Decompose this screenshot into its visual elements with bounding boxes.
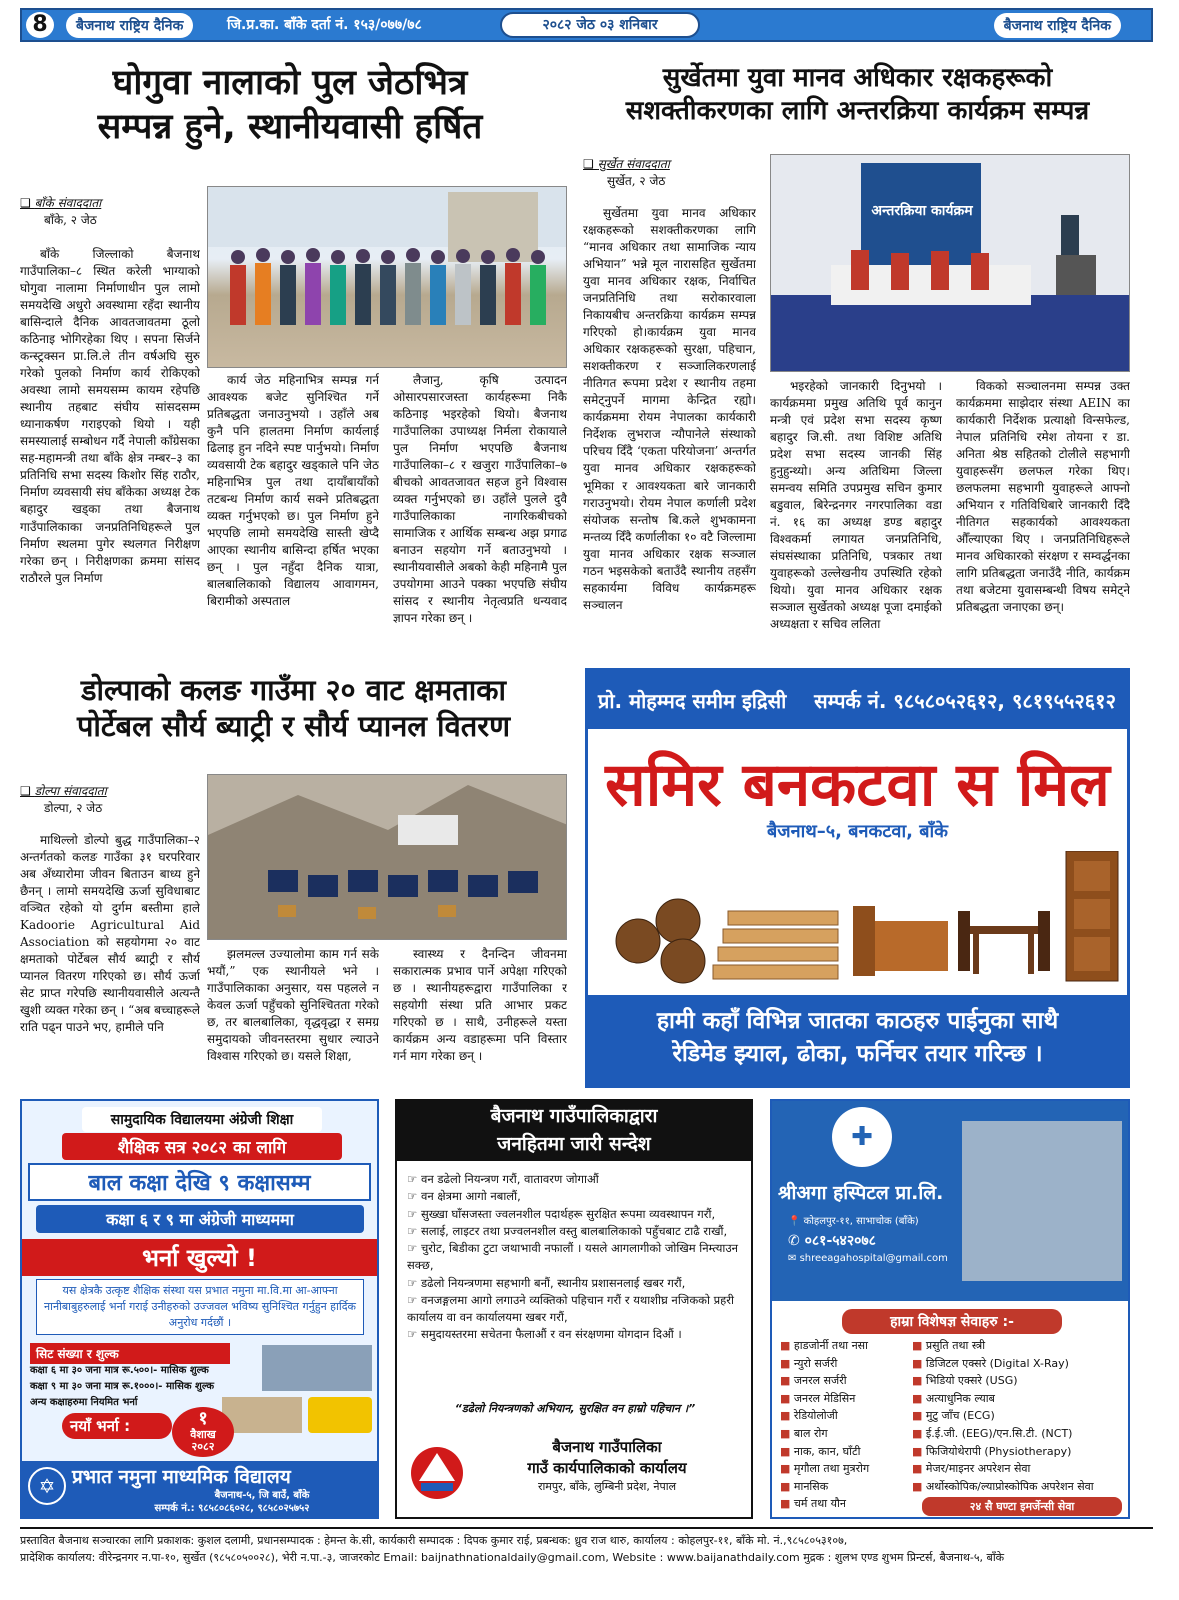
location-icon: 📍	[788, 1216, 804, 1227]
admission-year: २०८२	[191, 1439, 215, 1453]
seat-item: कक्षा ९ मा ३० जना मात्र रू.१०००।- मासिक शुल्क	[30, 1381, 215, 1392]
school-emblem-icon: ✡	[28, 1467, 66, 1505]
byline: ❑ डोल्पा संवाददाता	[20, 782, 200, 799]
notice-item: ☞ वनजङ्गलमा आगो लगाउने व्यक्तिको पहिचान गरौं र यथाशीघ्र नजिकको प्रहरी कार्यालय वा वन कार्यालयमा खबर गरौं,	[407, 1292, 743, 1327]
byline: ❑ सुर्खेत संवाददाता	[583, 155, 763, 172]
page-number: 8	[26, 12, 54, 38]
service-item: ■ बाल रोग	[780, 1425, 910, 1443]
article3-col2	[207, 946, 379, 1088]
service-item: ■ अत्याधुनिक ल्याब	[912, 1390, 1126, 1408]
notice-list	[407, 1171, 743, 1344]
mill-name: समिर बनकटवा स मिल	[605, 750, 1110, 820]
mill-tagline	[588, 995, 1127, 1088]
article2-col1	[583, 205, 756, 657]
school-name: प्रभात नमुना माध्यमिक विद्यालय	[72, 1466, 291, 1488]
admission-date-badge	[172, 1407, 234, 1457]
service-item: ■ जनरल सर्जरी	[780, 1372, 910, 1390]
nepal-emblem-icon	[405, 1443, 469, 1503]
headline-line: डोल्पाको कलङ गाउँमा २० वाट क्षमताका	[80, 673, 507, 707]
school-contact: सम्पर्क नं.: ९८५८०८६०२८, ९८५८०२५७५२	[154, 1503, 310, 1514]
school-footer-bar	[22, 1461, 377, 1517]
paragraph: कार्य जेठ महिनाभित्र सम्पन्न गर्न आवश्यक बजेट सुनिश्चित गर्ने प्रतिबद्धता जनाउनुभयो । उहाँले अब कुनै पनि हालतमा निर्माण कार्यलाई ढिलाइ हुन नदिने स्पष्ट पार्नुभयो। निर्माण व्यवसायी टेक बहादुर खड्काले पनि जेठ महिनाभित्र पुल तथा दायाँबायाँको तटबन्ध निर्माण कार्य सक्ने प्रतिबद्धता व्यक्त गर्नुभएको छ। पुल निर्माण हुने भएपछि लामो समयदेखि सास्ती खेप्दै आएका स्थानीय बासिन्दा हर्षित भएका छन् । पुल नहुँदा दैनिक यात्रा, बालबालिकाको विद्यालय आवागमन, बिरामीको अस्पताल	[207, 373, 379, 609]
dateline: सुर्खेत, २ जेठ	[607, 174, 666, 188]
article3-photo	[207, 774, 567, 940]
service-item: ■ भिडियो एक्सरे (USG)	[912, 1372, 1126, 1390]
service-item: ■ चर्म तथा यौन	[780, 1495, 910, 1513]
school-building-photo	[222, 1397, 302, 1433]
service-item: ■ प्रसुति तथा स्त्री	[912, 1337, 1126, 1355]
school-admission-open: भर्ना खुल्यो !	[22, 1239, 377, 1276]
paragraph: विकको सञ्चालनमा सम्पन्न उक्त कार्यक्रममा साझेदार संस्था AEIN का कार्यकारी निर्देशक प्रत्याक्षो विन्सफेल्ड, नेपाल प्रतिनिधि रमेश तोयना र डा. अनिता श्रेष्ठ सहितको टोलीले सहभागी युवाहरूसँग छलफल गरेका थिए। छलफलमा सहभागी युवाहरूले आफ्नो अभियान र गतिविधिबारे जानकारी दिँदै नीतिगत सहकार्यको आवश्यकता औँल्याएका थिए । जनप्रतिनिधिहरूले मानव अधिकारको संरक्षण र सम्वर्द्धनका लागि प्रतिबद्धता जनाउँदै नीति, कार्यक्रम तथा बजेटमा युवासम्बन्धी विषय समेट्ने प्रतिबद्धता जनाएका छन्।	[956, 379, 1130, 615]
paragraph: सुर्खेतमा युवा मानव अधिकार रक्षकहरूको सशक्तीकरणका लागि “मानव अधिकार तथा सामाजिक न्याय अभियान” भन्ने मूल नारासहित सुर्खेतमा युवा मानव अधिकार रक्षक, निर्वाचित जनप्रतिनिधि तथा सरोकारवाला निकायबीच अन्तरक्रिया कार्यक्रम सम्पन्न गरिएको हो।कार्यक्रम युवा मानव अधिकार रक्षकहरूको सुरक्षा, पहिचान, सशक्तीकरण र सञ्जालिकरणलाई नीतिगत रूपमा प्रदेश र स्थानीय तहमा समेट्नुपर्ने मागमा केन्द्रित रह्यो। कार्यक्रममा रोयम नेपालका कार्यकारी निर्देशक लुभराज न्यौपानेले संस्थाको परिचय दिँदै ‘एकता परियोजना’ अन्तर्गत युवा मानव अधिकार रक्षकहरूको भूमिका र आवश्यकता बारे जानकारी गराउनुभयो। रोयम नेपाल कर्णाली प्रदेश संयोजक सन्तोष बि.कले शुभकामना मन्तव्य दिँदै कर्णालीका १० वटै जिल्लामा युवा मानव अधिकार रक्षक सञ्जाल गठन भइसकेको बताउँदै स्थानीय तहसँग सहकार्यमा विविध कार्यक्रमहरू सञ्चालन	[583, 206, 756, 612]
paper-name: बैजनाथ राष्ट्रिय दैनिक	[66, 13, 193, 38]
article2-photo	[770, 154, 1130, 372]
hospital-banner	[772, 1101, 1128, 1301]
notice-item: ☞ वन डढेलो नियन्त्रण गरौं, वातावरण जोगाऔं	[407, 1171, 743, 1188]
article1-col3	[393, 372, 567, 656]
headline-line: पोर्टेबल सौर्य ब्याट्री र सौर्य प्यानल वितरण	[76, 709, 511, 744]
ad-saw-mill[interactable]	[585, 668, 1130, 1088]
notice-office	[477, 1437, 737, 1494]
mill-tagline-line: रेडिमेड झ्याल, ढोका, फर्निचर तयार गरिन्छ ।	[672, 1041, 1043, 1068]
service-item: ■ ई.ई.जी. (EEG)/एन.सि.टी. (NCT)	[912, 1425, 1126, 1443]
imprint-line: प्रस्तावित बैजनाथ सञ्चारका लागि प्रकाशक: कुशल दलामी, प्रधानसम्पादक : हेमन्त के.सी, कार्यकारी सम्पादक : दिपक कुमार राई, प्रबन्धक: ध्रुव राज थारु, कार्यालय : कोहलपुर-११, बाँके मो. नं.,९८५८०५३१०७,	[20, 1534, 848, 1547]
ad-school[interactable]	[20, 1099, 379, 1519]
school-top-line: सामुदायिक विद्यालयमा अंग्रेजी शिक्षा	[82, 1107, 322, 1132]
dateline: डोल्पा, २ जेठ	[44, 801, 103, 815]
headline-line: सम्पन्न हुने, स्थानीयवासी हर्षित	[97, 106, 483, 147]
article2-byline-block	[583, 155, 763, 195]
new-admission-label: नयाँ भर्ना :	[62, 1413, 172, 1439]
paper-name-right: बैजनाथ राष्ट्रिय दैनिक	[994, 13, 1121, 38]
office-line: गाउँ कार्यपालिकाको कार्यालय	[527, 1459, 687, 1477]
issue-date: २०८२ जेठ ०३ शनिबार	[500, 12, 700, 38]
service-item: ■ अर्थोस्कोपिक/ल्याप्रोस्कोपिक अपरेशन सेवा	[912, 1478, 1126, 1496]
seminar-photo-image	[771, 155, 1130, 372]
headline-line: सशक्तीकरणका लागि अन्तरक्रिया कार्यक्रम सम्पन्न	[625, 95, 1090, 126]
service-item: ■ मुटु जाँच (ECG)	[912, 1407, 1126, 1425]
admission-day: १	[198, 1408, 208, 1429]
notice-item: ☞ समुदायस्तरमा सचेतना फैलाऔं र वन संरक्षणमा योगदान दिऔं ।	[407, 1326, 743, 1343]
services-left	[780, 1337, 910, 1513]
article2-headline[interactable]	[585, 62, 1130, 127]
article3-col3	[393, 946, 567, 1088]
service-item: ■ मेजर/माइनर अपरेशन सेवा	[912, 1460, 1126, 1478]
school-classes: बाल कक्षा देखि ९ कक्षासम्म	[28, 1163, 371, 1201]
notice-item: ☞ सलाई, लाइटर तथा प्रज्वलनशील वस्तु बालबालिकाको पहुँचबाट टाढै राखौं,	[407, 1223, 743, 1240]
notice-title	[397, 1101, 751, 1161]
service-item: ■ फिजियोथेरापी (Physiotherapy)	[912, 1443, 1126, 1461]
timber-furniture-icon	[598, 851, 1123, 991]
notice-slogan: “डढेलो नियन्त्रणको अभियान, सुरक्षित वन हाम्रो पहिचान ।”	[454, 1402, 696, 1415]
school-description: यस क्षेत्रकै उत्कृष्ट शैक्षिक संस्था यस प्रभात नमुना मा.वि.मा आ-आफ्ना नानीबाबुहरुलाई भर्ना गराई उनीहरुको उज्जवल भविष्य सुनिश्चित गर्नुहुन हार्दिक अनुरोध गर्दछौं ।	[36, 1279, 364, 1335]
mill-proprietor: प्रो. मोहम्मद समीम इद्रिसी	[598, 689, 787, 713]
school-bus-icon	[308, 1397, 372, 1433]
office-address: रामपुर, बाँके, लुम्बिनी प्रदेश, नेपाल	[537, 1480, 677, 1493]
admission-month: वैशाख	[190, 1427, 216, 1441]
school-session: शैक्षिक सत्र २०८२ का लागि	[62, 1133, 342, 1160]
notice-item: ☞ डढेलो नियन्त्रणमा सहभागी बनौं, स्थानीय प्रशासनलाई खबर गरौं,	[407, 1275, 743, 1292]
seat-item: कक्षा ६ मा ३० जना मात्र रू.५००।- मासिक शुल्क	[30, 1365, 209, 1376]
office-line: बैजनाथ गाउँपालिका	[552, 1438, 662, 1456]
article1-col1	[20, 246, 200, 656]
mill-address: बैजनाथ–५, बनकटवा, बाँके	[767, 821, 948, 842]
notice-item: ☞ सुख्खा घाँसजस्ता ज्वलनशील पदार्थहरू सुरक्षित रूपमा व्यवस्थापन गरौं,	[407, 1206, 743, 1223]
paragraph: भइरहेको जानकारी दिनुभयो । कार्यक्रममा प्रमुख अतिथि पूर्व कानुन मन्त्री एवं प्रदेश सभा सदस्य कृष्ण बहादुर जि.सी. तथा विशिष्ट अतिथि प्रदेश सभा सदस्य जानकी सिंह हुनुहुन्थ्यो। अन्य अतिथिमा जिल्ला समन्वय समिति उपप्रमुख सचिन कुमार बडुवाल, बिरेन्द्रनगर नगरपालिका वडा नं. १६ का अध्यक्ष डण्ड बहादुर विश्वकर्मा लगायत जनप्रतिनिधि, संघसंस्थाका प्रतिनिधि, पत्रकार तथा युवाहरूको उल्लेखनीय उपस्थिति रहेको थियो। युवा मानव अधिकार रक्षक सञ्जाल सुर्खेतको अध्यक्ष पूजा दमाईको अध्यक्षता र सचिव ललिता	[770, 379, 942, 632]
hospital-email-text: shreeagahospital@gmail.com	[799, 1253, 948, 1264]
students-photo	[262, 1345, 372, 1391]
article1-headline[interactable]	[20, 62, 560, 150]
service-item: ■ डिजिटल एक्सरे (Digital X-Ray)	[912, 1355, 1126, 1373]
solar-distribution-photo-image	[208, 775, 567, 940]
hospital-name: श्रीअगा हस्पिटल प्रा.लि.	[778, 1182, 944, 1204]
service-item: ■ हाडजोर्नी तथा नसा	[780, 1337, 910, 1355]
headline-line: घोगुवा नालाको पुल जेठभित्र	[112, 63, 468, 103]
hospital-address-text: कोहलपुर-११, साभाचोक (बाँके)	[803, 1216, 919, 1227]
paragraph: लैजानु, कृषि उत्पादन ओसारपसारजस्ता कार्यहरूमा निकै कठिनाइ भइरहेको थियो। बैजनाथ गाउँपालिका उपाध्यक्ष निर्मला रोकायाले पुल निर्माण भएपछि बैजनाथ गाउँपालिका–८ र खजुरा गाउँपालिका–७ बीचको आवतजावत सहज हुने विश्वास व्यक्त गर्नुभएको छ। उहाँले पुलले दुवै गाउँपालिकाका नागरिकबीचको सामाजिक र आर्थिक सम्बन्ध अझ प्रगाढ बनाउन सहयोग गर्ने बताउनुभयो । स्थानीयवासीले अबको केही महिनामै पुल उपयोगमा आउने पक्का भएपछि संघीय सांसद र स्थानीय नेतृत्वप्रति धन्यवाद ज्ञापन गरेका छन् ।	[393, 373, 567, 626]
article1-col2	[207, 372, 379, 656]
service-item: ■ मृगौला तथा मुत्ररोग	[780, 1460, 910, 1478]
phone-icon: ✆	[788, 1233, 805, 1249]
service-item: ■ मानसिक	[780, 1478, 910, 1496]
notice-item: ☞ चुरोट, बिडीका टुटा जथाभावी नफालौं । यसले आगलागीको जोखिम निम्त्याउन सक्छ,	[407, 1240, 743, 1275]
seat-item: अन्य कक्षाहरुमा नियमित भर्ना	[30, 1397, 138, 1408]
hospital-logo-icon: ✚	[832, 1107, 892, 1167]
article3-col1	[20, 832, 200, 1088]
notice-item: ☞ वन क्षेत्रमा आगो नबालौं,	[407, 1188, 743, 1205]
photo-banner-text: अन्तरक्रिया कार्यक्रम	[871, 203, 973, 219]
masthead-bar	[20, 8, 1153, 42]
mill-contact: सम्पर्क नं. ९८५८०५२६१२, ९८१९५५२६१२	[814, 689, 1116, 713]
registration-number: जि.प्र.का. बाँके दर्ता नं. १५३/०७७/७८	[227, 17, 422, 33]
seat-title: सिट संख्या र शुल्क	[30, 1343, 230, 1364]
group-photo-image	[208, 187, 567, 368]
service-item: ■ न्युरो सर्जरी	[780, 1355, 910, 1373]
school-medium: कक्षा ६ र ९ मा अंग्रेजी माध्यममा	[36, 1205, 364, 1233]
mill-contact-bar	[588, 671, 1127, 729]
paragraph: झलमल्ल उज्यालोमा काम गर्न सके भयौं,” एक स्थानीयले भने । गाउँपालिकाका अनुसार, यस पहलले न केवल ऊर्जा पहुँचको सुनिश्चितता गरेको छ, तर बालबालिका, वृद्धवृद्धा र समग्र समुदायको जीवनस्तरमा सुधार ल्याउने विश्वास गरिएको छ। यसले शिक्षा,	[207, 947, 379, 1064]
mill-tagline-line: हामी कहाँ विभिन्न जातका काठहरु पाईनुका साथै	[656, 1008, 1059, 1034]
article2-col2	[770, 378, 942, 658]
service-item: ■ जनरल मेडिसिन	[780, 1390, 910, 1408]
services-title: हाम्रा विशेषज्ञ सेवाहरु :-	[842, 1309, 1062, 1334]
imprint-footer	[20, 1527, 1153, 1593]
ad-public-notice[interactable]	[395, 1099, 753, 1519]
paragraph: बाँके जिल्लाको बैजनाथ गाउँपालिका–८ स्थित करेली भाग्याको घोगुवा नालामा निर्माणाधीन पुल लामो समयदेखि अधुरो अवस्थामा रहँदा स्थानीय बासिन्दाले दैनिक आवतजावतमा ठूलो कठिनाइ भोगिरहेका थिए । सपना सिर्जने कन्स्ट्रक्सन प्रा.लि.ले तीन वर्षअघि सुरु गरेको पुलको निर्माण कार्य रोकिएको अवस्था लामो समयसम्म कायम रहेपछि स्थानीय तहबाट संघीय सांसदसम्म ध्यानाकर्षण गराइएको थियो । यही समस्यालाई सम्बोधन गर्दै नेपाली काँग्रेसका सह-महामन्त्री तथा बाँके क्षेत्र नम्बर–३ का प्रतिनिधि सभा सदस्य किशोर सिंह राठौर, निर्माण व्यवसायी संघ बाँकेका अध्यक्ष टेक बहादुर खड्का तथा बैजनाथ गाउँपालिकाका जनप्रतिनिधिहरूले पुल निर्माण स्थलमा पुगेर स्थलगत निरीक्षण गरेका छन् । निरीक्षणका क्रममा सांसद राठौरले पुल निर्माण	[20, 247, 200, 585]
paragraph: स्वास्थ्य र दैनन्दिन जीवनमा सकारात्मक प्रभाव पार्ने अपेक्षा गरिएको छ । स्थानीयहरूद्वारा गाउँपालिका र सहयोगी संस्था प्रति आभार प्रकट गरिएको छ । साथै, उनीहरूले यस्ता कार्यक्रम अन्य वडाहरूमा पनि विस्तार गर्न माग गरेका छन् ।	[393, 947, 567, 1064]
article1-photo	[207, 186, 567, 368]
article3-byline-block	[20, 782, 200, 822]
school-address: बैजनाथ-५, जि बाउँ, बाँके	[214, 1490, 310, 1501]
hospital-email[interactable]	[788, 1253, 978, 1264]
dateline: बाँके, २ जेठ	[44, 213, 97, 227]
byline: ❑ बाँके संवाददाता	[20, 194, 200, 211]
hospital-phone	[788, 1231, 978, 1250]
services-right	[912, 1337, 1126, 1495]
service-item: ■ रेडियोलोजी	[780, 1407, 910, 1425]
article1-byline-block	[20, 194, 200, 234]
hospital-address	[788, 1213, 978, 1227]
article2-col3	[956, 378, 1130, 658]
ad-hospital[interactable]	[770, 1099, 1130, 1519]
imprint-line: प्रादेशिक कार्यालय: वीरेन्द्रनगर न.पा-१०, सुर्खेत (९८५८०५००२८), भेरी न.पा.-३, जाजरकोट Email: baijnathnationaldaily@gmail.com, Website : www.baijanathdaily.com मुद्रक : शुलभ एण्ड शुभम प्रिन्टर्स, बैजनाथ-५, बाँके	[20, 1550, 1005, 1564]
hospital-phone-text: ०८१-५४२०७८	[804, 1233, 876, 1249]
notice-title-line: जनहितमा जारी सन्देश	[497, 1132, 651, 1155]
paragraph: माथिल्लो डोल्पो बुद्ध गाउँपालिका–२ अन्तर्गतको कलङ गाउँका ३१ घरपरिवार अब अँध्यारोमा जीवन बिताउन बाध्य हुने छैनन् । लामो समयदेखि ऊर्जा सुविधाबाट वञ्चित रहेको यो दुर्गम बस्तीमा हाले Kadoorie Agricultural Aid Association को सहयोगमा २० वाट क्षमताको पोर्टेबल सौर्य ब्याट्री र सौर्य प्यानल वितरण गरिएको छ। सौर्य ऊर्जा सेट प्राप्त गरेपछि स्थानीयवासीले अत्यन्तै खुशी व्यक्त गरेका छन् । “अब बच्चाहरूले राति पढ्न पाउने भए, हामीले पनि	[20, 833, 200, 1035]
email-icon: ✉	[788, 1253, 800, 1264]
emergency-service: २४ सै घण्टा इमर्जेन्सी सेवा	[922, 1497, 1122, 1516]
service-item: ■ नाक, कान, घाँटी	[780, 1443, 910, 1461]
notice-title-line: बैजनाथ गाउँपालिकाद्वारा	[490, 1105, 658, 1127]
article3-headline[interactable]	[20, 672, 567, 745]
headline-line: सुर्खेतमा युवा मानव अधिकार रक्षकहरूको	[662, 63, 1053, 93]
